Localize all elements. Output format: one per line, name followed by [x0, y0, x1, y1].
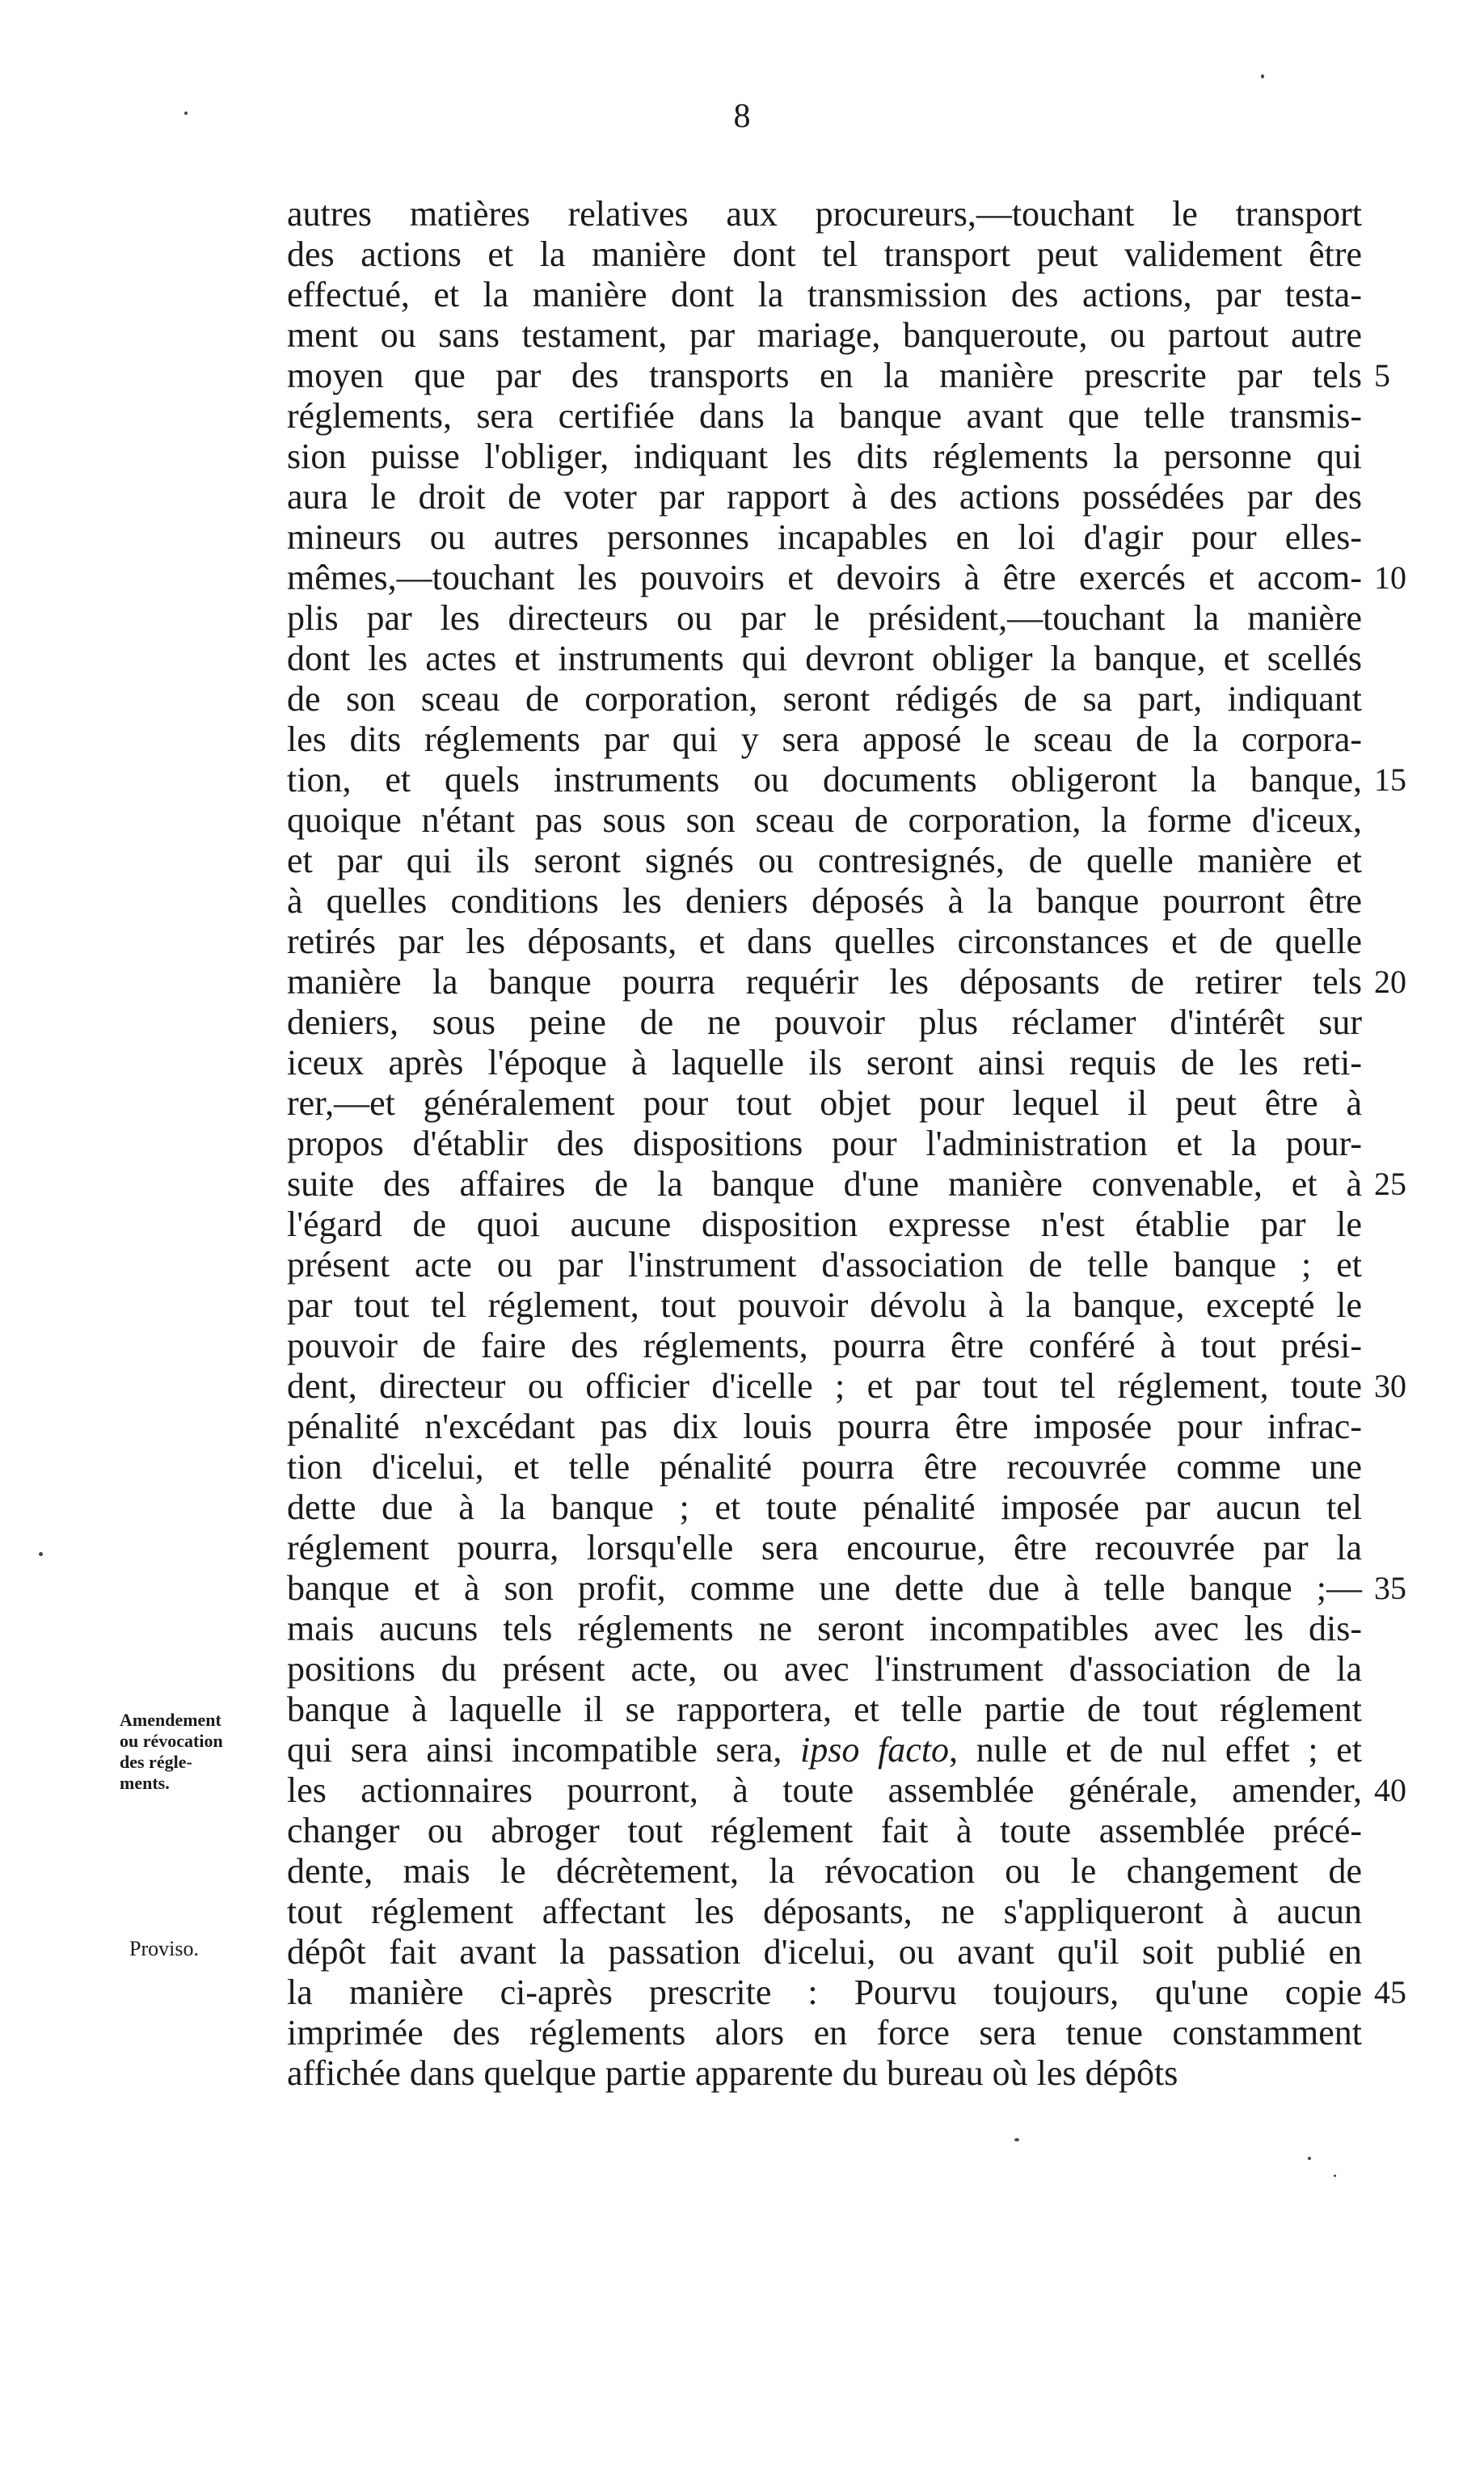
- text-line: dente, mais le décrètement, la révocation ou le changement de: [287, 1851, 1362, 1891]
- margin-note-line: Amendement: [120, 1710, 221, 1730]
- text-line: réglement pourra, lorsqu'elle sera encourue, être recouvrée par la: [287, 1528, 1362, 1567]
- text-line: tion d'icelui, et telle pénalité pourra être recouvrée comme une: [287, 1447, 1362, 1487]
- text-line: tion, et quels instruments ou documents obligeront la banque,: [287, 760, 1362, 799]
- line-number: 30: [1374, 1368, 1406, 1404]
- text-line: l'égard de quoi aucune disposition expresse n'est établie par le: [287, 1204, 1362, 1244]
- page-number: 8: [733, 98, 751, 135]
- margin-note-line: des régle-: [120, 1752, 192, 1772]
- text-line: banque et à son profit, comme une dette due à telle banque ;—: [287, 1568, 1362, 1608]
- text-line: effectué, et la manière dont la transmission des actions, par testa-: [287, 275, 1362, 314]
- line-number: 20: [1374, 964, 1406, 1000]
- text-line: par tout tel réglement, tout pouvoir dévolu à la banque, excepté le: [287, 1285, 1362, 1325]
- text-line: pouvoir de faire des réglements, pourra être conféré à tout prési-: [287, 1326, 1362, 1365]
- text-line: mais aucuns tels réglements ne seront incompatibles avec les dis-: [287, 1609, 1362, 1648]
- text-line: à quelles conditions les deniers déposés à la banque pourront être: [287, 881, 1362, 921]
- text-line: dette due à la banque ; et toute pénalité imposée par aucun tel: [287, 1487, 1362, 1527]
- text-line: les dits réglements par qui y sera apposé le sceau de la corpora-: [287, 719, 1362, 759]
- margin-note-amendment: [120, 1710, 289, 1794]
- text-line: deniers, sous peine de ne pouvoir plus réclamer d'intérêt sur: [287, 1002, 1362, 1042]
- line-number: 10: [1374, 559, 1406, 596]
- speck: [1308, 2157, 1311, 2160]
- text-line: suite des affaires de la banque d'une manière convenable, et à: [287, 1164, 1362, 1204]
- text-line: retirés par les déposants, et dans quelles circonstances et de quelle: [287, 922, 1362, 961]
- text-line: plis par les directeurs ou par le président,—touchant la manière: [287, 598, 1362, 638]
- text-line: les actionnaires pourront, à toute assemblée générale, amender,: [287, 1770, 1362, 1810]
- italic-phrase: ipso facto: [800, 1730, 950, 1770]
- text-line: imprimée des réglements alors en force sera tenue constamment: [287, 2013, 1362, 2052]
- margin-note-proviso-label: Proviso.: [129, 1937, 199, 1960]
- margin-note-line: ou révocation: [120, 1731, 223, 1751]
- text-line: mineurs ou autres personnes incapables en loi d'agir pour elles-: [287, 517, 1362, 557]
- text-line: réglements, sera certifiée dans la banque avant que telle transmis-: [287, 396, 1362, 436]
- line-number: 35: [1374, 1570, 1406, 1606]
- text-line: la manière ci-après prescrite : Pourvu toujours, qu'une copie: [287, 1972, 1362, 2012]
- text-line: et par qui ils seront signés ou contresignés, de quelle manière et: [287, 841, 1362, 880]
- text-line: présent acte ou par l'instrument d'association de telle banque ; et: [287, 1245, 1362, 1285]
- text-line: de son sceau de corporation, seront rédigés de sa part, indiquant: [287, 679, 1362, 719]
- text-line: propos d'établir des dispositions pour l'administration et la pour-: [287, 1124, 1362, 1163]
- speck: [184, 112, 188, 115]
- text-line: positions du présent acte, ou avec l'instrument d'association de la: [287, 1649, 1362, 1689]
- speck: [1014, 2138, 1019, 2141]
- text-line: dépôt fait avant la passation d'icelui, ou avant qu'il soit publié en: [287, 1932, 1362, 1972]
- text-line: autres matières relatives aux procureurs,—touchant le transport: [287, 194, 1362, 234]
- text-line: pénalité n'excédant pas dix louis pourra être imposée pour infrac-: [287, 1407, 1362, 1446]
- text-line: qui sera ainsi incompatible sera, ipso facto, nulle et de nul effet ; et: [287, 1730, 1362, 1770]
- line-number: 45: [1374, 1974, 1406, 2010]
- margin-note-line: ments.: [120, 1773, 170, 1793]
- text-line: quoique n'étant pas sous son sceau de corporation, la forme d'iceux,: [287, 800, 1362, 840]
- text-line: ment ou sans testament, par mariage, banqueroute, ou partout autre: [287, 315, 1362, 355]
- text-line: manière la banque pourra requérir les déposants de retirer tels: [287, 962, 1362, 1002]
- speck: [39, 1552, 43, 1556]
- text-line: sion puisse l'obliger, indiquant les dits réglements la personne qui: [287, 437, 1362, 476]
- text-line: tout réglement affectant les déposants, ne s'appliqueront à aucun: [287, 1892, 1362, 1931]
- margin-note-proviso: [129, 1939, 299, 1960]
- text-line: des actions et la manière dont tel transport peut validement être: [287, 234, 1362, 274]
- text-line: moyen que par des transports en la manière prescrite par tels: [287, 356, 1362, 395]
- text-line: changer ou abroger tout réglement fait à toute assemblée précé-: [287, 1811, 1362, 1850]
- speck: [1334, 2175, 1336, 2177]
- text-line: dont les actes et instruments qui devront obliger la banque, et scellés: [287, 639, 1362, 678]
- text-line: aura le droit de voter par rapport à des actions possédées par des: [287, 477, 1362, 517]
- text-line: affichée dans quelque partie apparente du bureau où les dépôts: [287, 2053, 1178, 2093]
- text-line: rer,—et généralement pour tout objet pour lequel il peut être à: [287, 1083, 1362, 1123]
- text-line: dent, directeur ou officier d'icelle ; et par tout tel réglement, toute: [287, 1366, 1362, 1406]
- text-line: banque à laquelle il se rapportera, et telle partie de tout réglement: [287, 1690, 1362, 1729]
- line-number: 5: [1374, 357, 1390, 394]
- line-number: 40: [1374, 1772, 1406, 1808]
- line-number: 15: [1374, 761, 1406, 798]
- text-line: mêmes,—touchant les pouvoirs et devoirs à être exercés et accom-: [287, 558, 1362, 597]
- text-line: iceux après l'époque à laquelle ils seront ainsi requis de les reti-: [287, 1043, 1362, 1082]
- line-number: 25: [1374, 1166, 1406, 1202]
- speck: [1261, 74, 1264, 78]
